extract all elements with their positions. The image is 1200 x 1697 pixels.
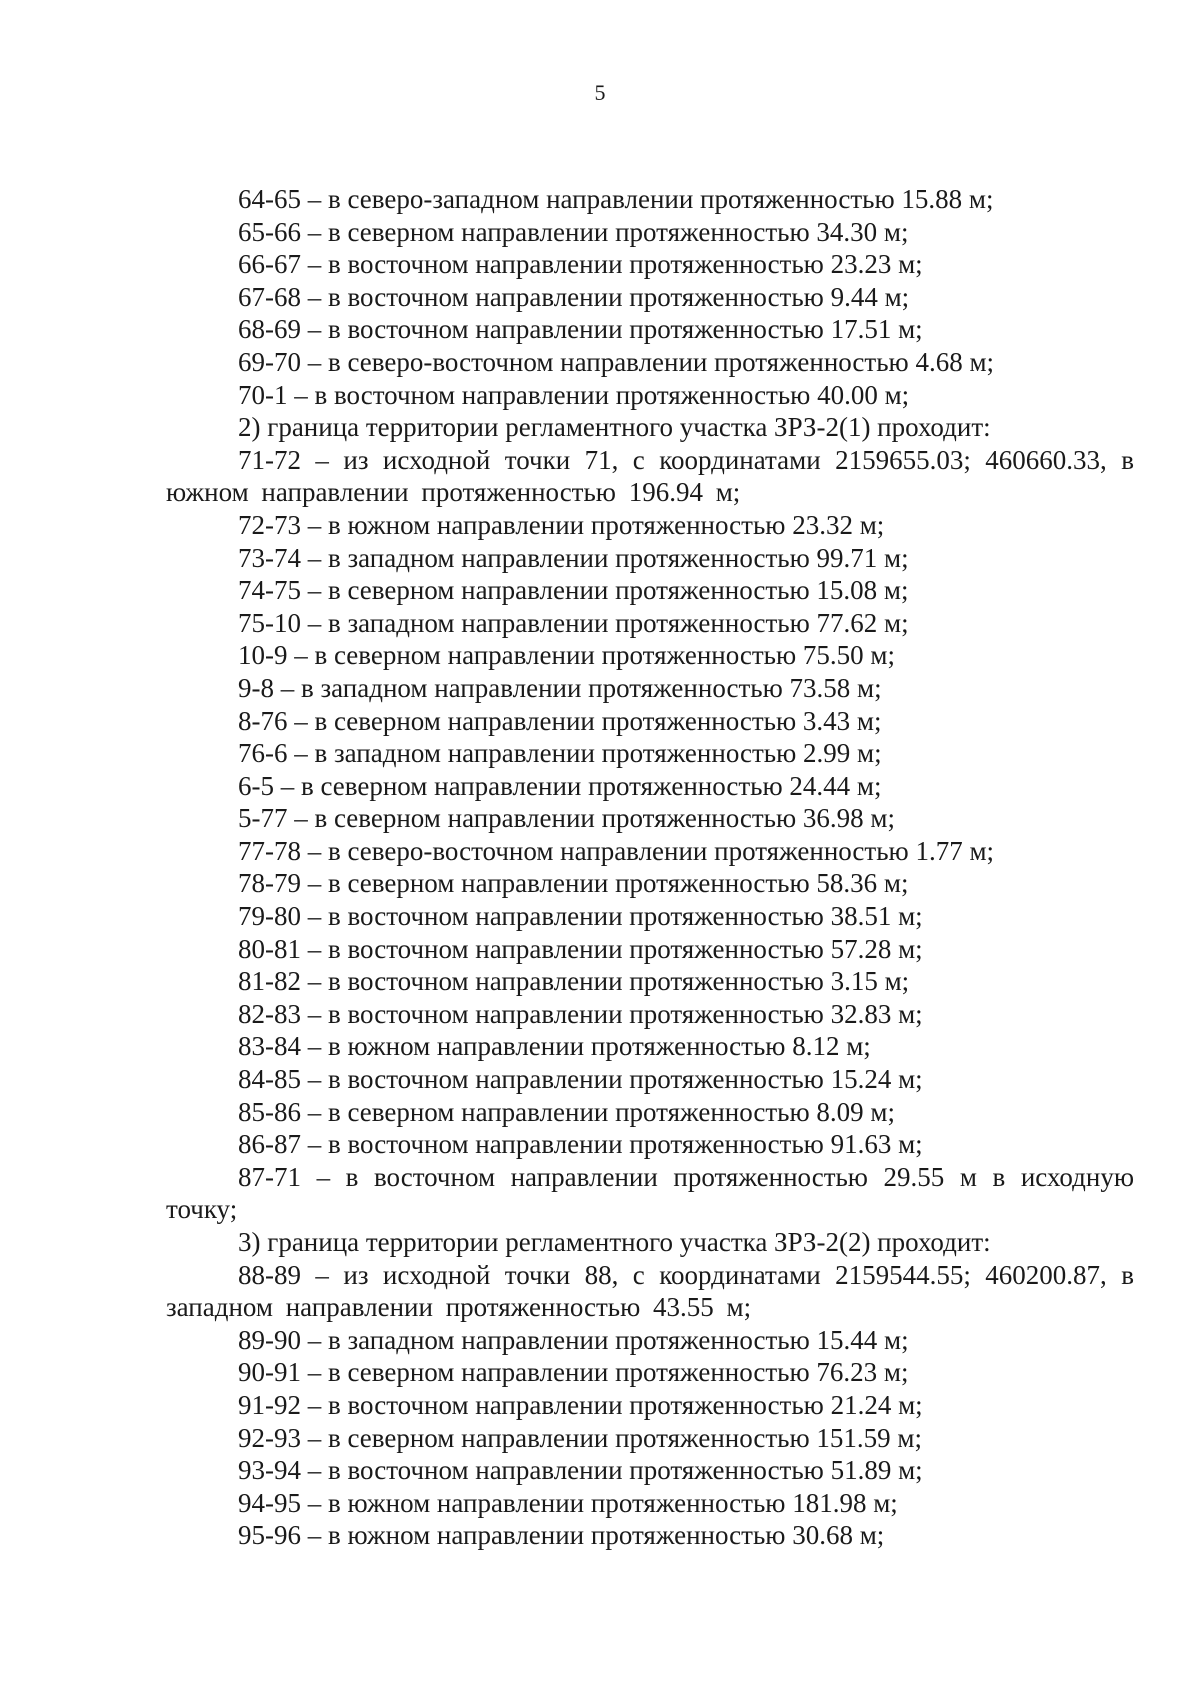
- segment-line: 76-6 – в западном направлении протяженностью 2.99 м;: [238, 738, 882, 769]
- segment-line: 5-77 – в северном направлении протяженностью 36.98 м;: [238, 803, 896, 834]
- segment-line: 86-87 – в восточном направлении протяженностью 91.63 м;: [238, 1129, 923, 1160]
- segment-line: 10-9 – в северном направлении протяженностью 75.50 м;: [238, 640, 896, 671]
- segment-line: 8-76 – в северном направлении протяженностью 3.43 м;: [238, 705, 882, 736]
- segment-line: 78-79 – в северном направлении протяженностью 58.36 м;: [238, 868, 909, 899]
- document-body: [166, 183, 1134, 1552]
- segment-line: 79-80 – в восточном направлении протяженностью 38.51 м;: [238, 901, 923, 932]
- segment-line: 95-96 – в южном направлении протяженностью 30.68 м;: [238, 1520, 885, 1551]
- section-heading: 3) граница территории регламентного участка ЗРЗ-2(2) проходит:: [238, 1227, 991, 1257]
- segment-paragraph: 88-89 – из исходной точки 88, с координатами 2159544.55; 460200.87, в западном направлении протяженностью 43.55 м;: [166, 1259, 1134, 1323]
- segment-line: 93-94 – в восточном направлении протяженностью 51.89 м;: [238, 1455, 923, 1486]
- segment-line: 90-91 – в северном направлении протяженностью 76.23 м;: [238, 1357, 909, 1388]
- segment-line: 83-84 – в южном направлении протяженностью 8.12 м;: [238, 1031, 871, 1062]
- section-heading: 2) граница территории регламентного участка ЗРЗ-2(1) проходит:: [238, 412, 991, 443]
- segment-line: 82-83 – в восточном направлении протяженностью 32.83 м;: [238, 998, 923, 1029]
- segment-line: 6-5 – в северном направлении протяженностью 24.44 м;: [238, 770, 882, 801]
- segment-line: 81-82 – в восточном направлении протяженностью 3.15 м;: [238, 966, 910, 997]
- segment-paragraph: 87-71 – в восточном направлении протяженностью 29.55 м в исходную точку;: [166, 1161, 1134, 1225]
- segment-line: 84-85 – в восточном направлении протяженностью 15.24 м;: [238, 1064, 923, 1095]
- segment-line: 70-1 – в восточном направлении протяженностью 40.00 м;: [238, 379, 910, 410]
- segment-line: 65-66 – в северном направлении протяженностью 34.30 м;: [238, 216, 909, 247]
- segment-line: 89-90 – в западном направлении протяженностью 15.44 м;: [238, 1324, 909, 1355]
- segment-paragraph: 71-72 – из исходной точки 71, с координатами 2159655.03; 460660.33, в южном направлении протяженностью 196.94 м;: [166, 444, 1134, 508]
- segment-line: 68-69 – в восточном направлении протяженностью 17.51 м;: [238, 314, 923, 345]
- segment-line: 75-10 – в западном направлении протяженностью 77.62 м;: [238, 607, 909, 638]
- segment-line: 85-86 – в северном направлении протяженностью 8.09 м;: [238, 1096, 896, 1127]
- segment-line: 66-67 – в восточном направлении протяженностью 23.23 м;: [238, 249, 923, 280]
- segment-line: 92-93 – в северном направлении протяженностью 151.59 м;: [238, 1422, 923, 1453]
- segment-line: 67-68 – в восточном направлении протяженностью 9.44 м;: [238, 281, 910, 312]
- segment-line: 69-70 – в северо-восточном направлении протяженностью 4.68 м;: [238, 346, 995, 377]
- segment-line: 80-81 – в восточном направлении протяженностью 57.28 м;: [238, 933, 923, 964]
- segment-line: 91-92 – в восточном направлении протяженностью 21.24 м;: [238, 1389, 923, 1420]
- page-number: 5: [594, 80, 606, 105]
- segment-line: 9-8 – в западном направлении протяженностью 73.58 м;: [238, 672, 882, 703]
- segment-line: 74-75 – в северном направлении протяженностью 15.08 м;: [238, 575, 909, 606]
- segment-line: 94-95 – в южном направлении протяженностью 181.98 м;: [238, 1487, 898, 1518]
- segment-line: 72-73 – в южном направлении протяженностью 23.32 м;: [238, 509, 885, 540]
- segment-line: 73-74 – в западном направлении протяженностью 99.71 м;: [238, 542, 909, 573]
- segment-line: 77-78 – в северо-восточном направлении протяженностью 1.77 м;: [238, 835, 995, 866]
- segment-line: 64-65 – в северо-западном направлении протяженностью 15.88 м;: [238, 184, 994, 214]
